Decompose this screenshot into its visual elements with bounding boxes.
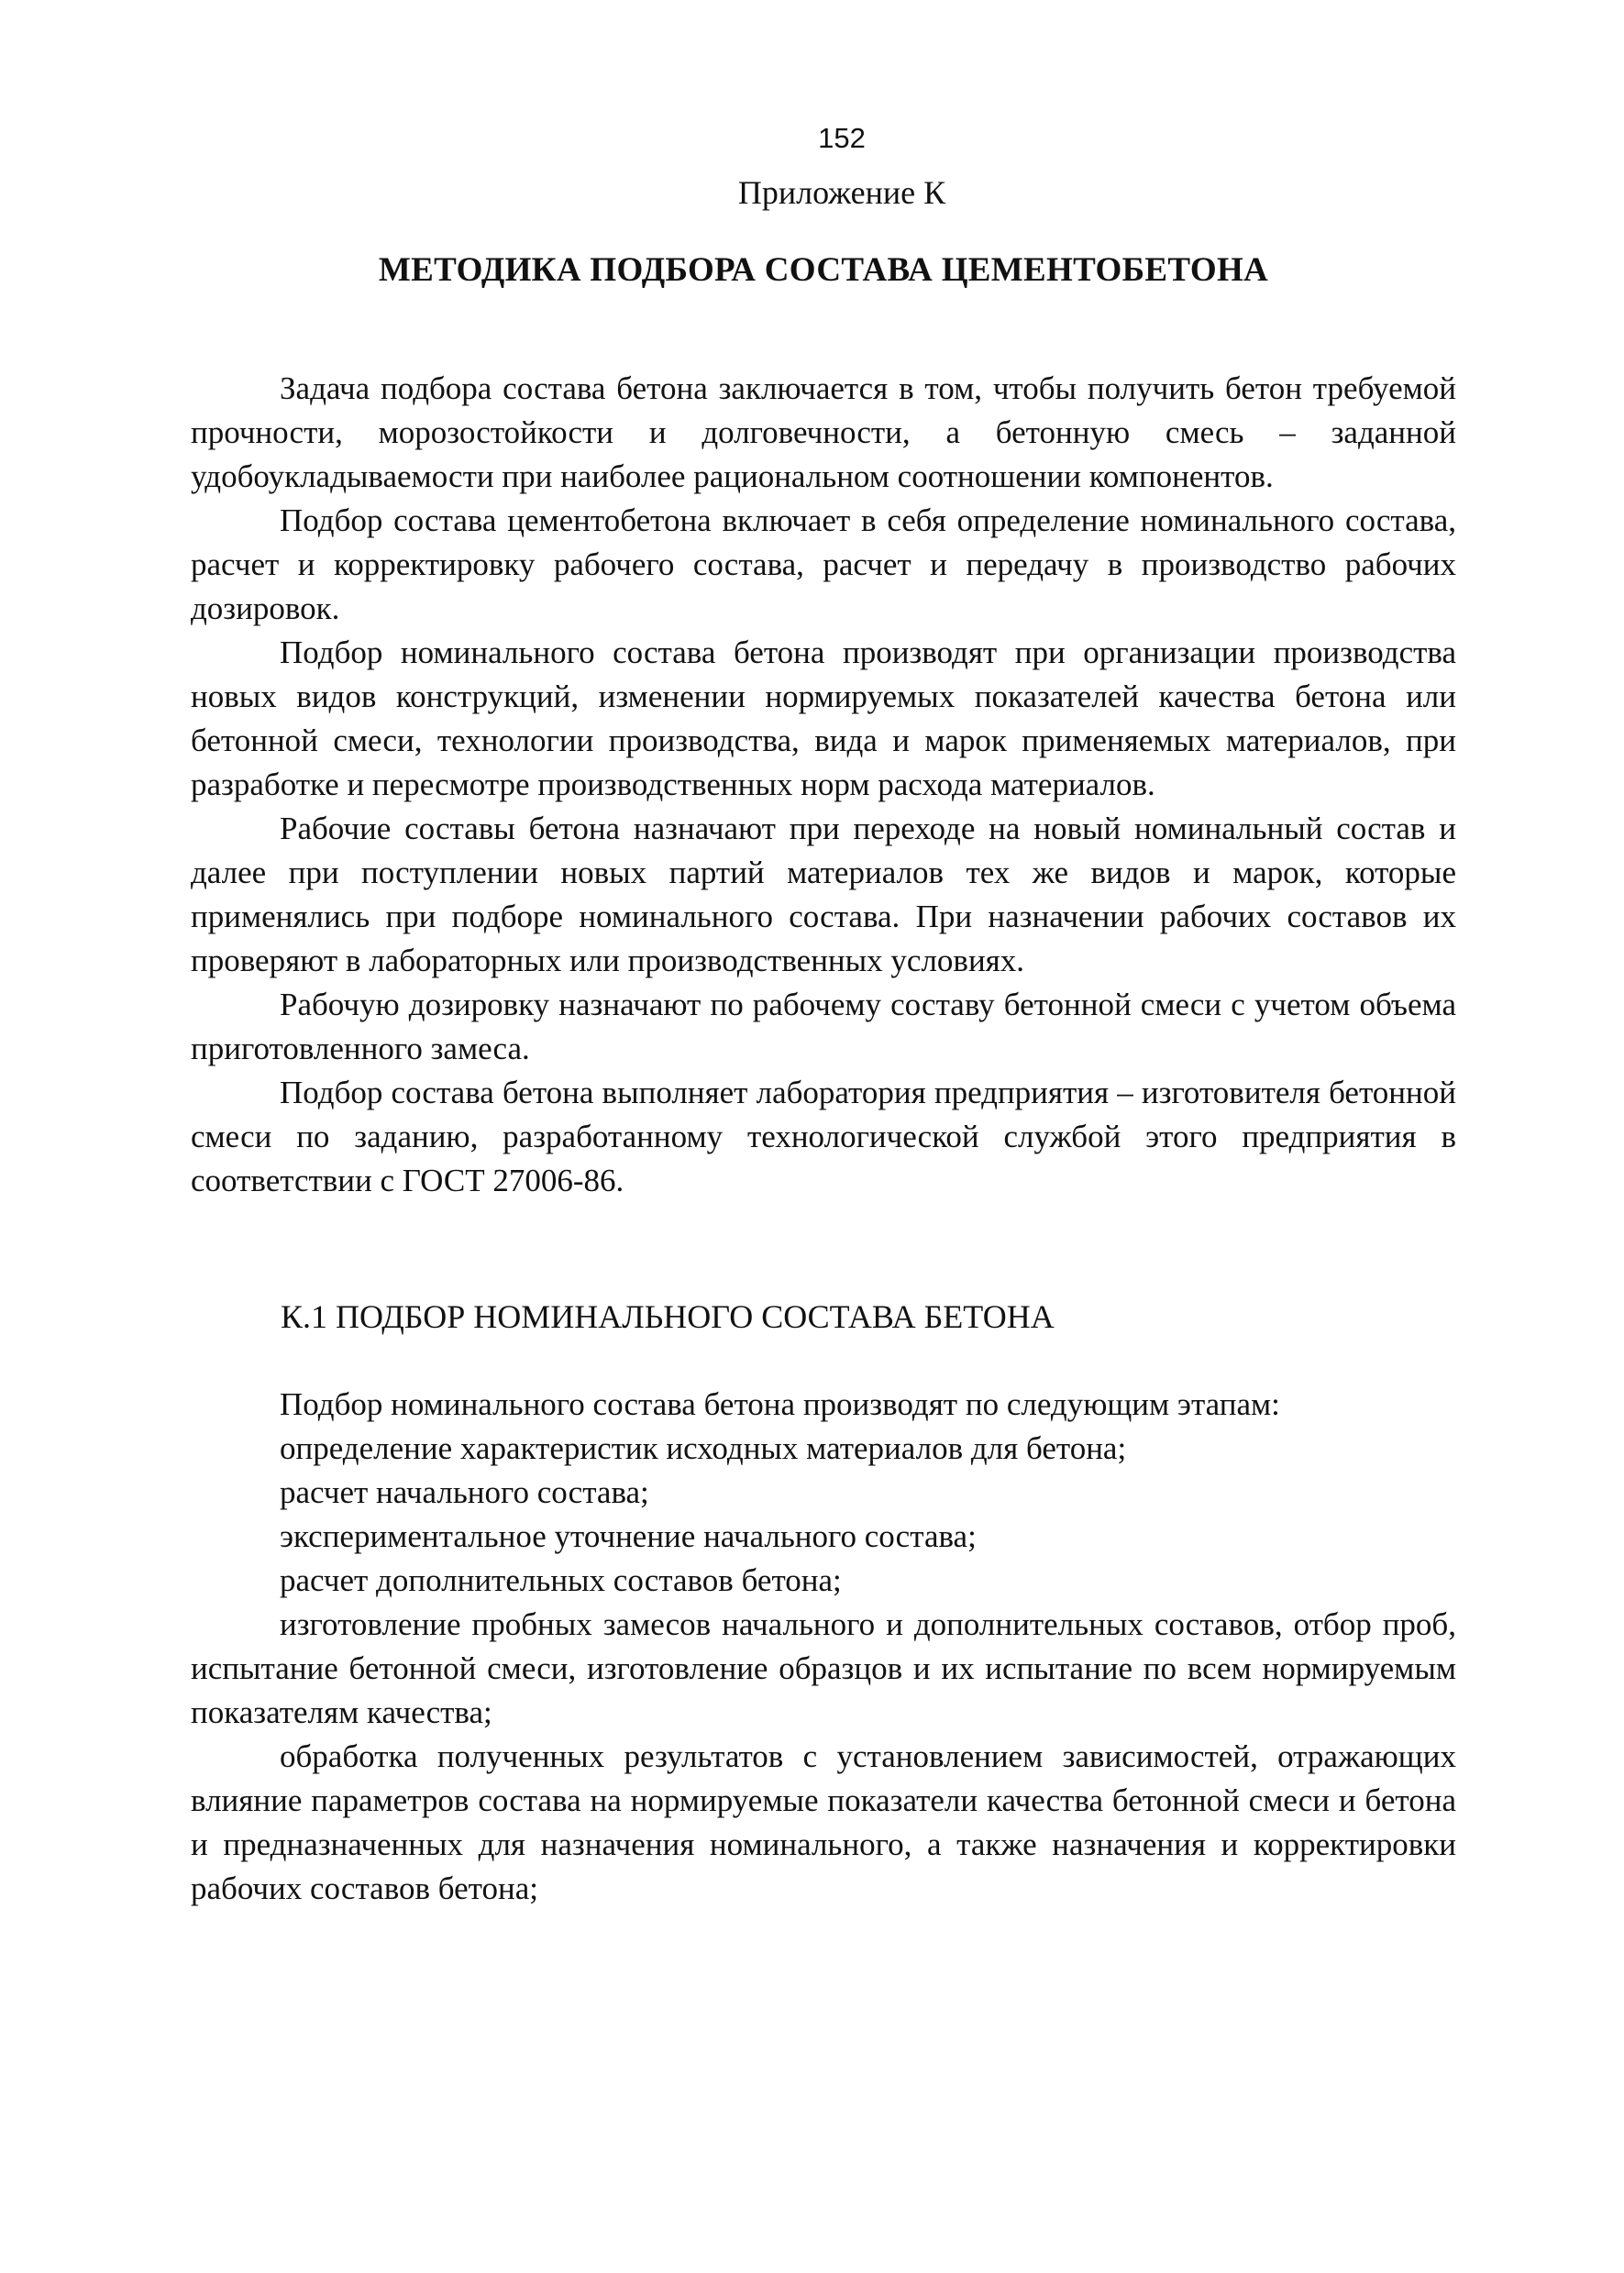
intro-paragraph: Подбор состава цементобетона включает в себя определение номинального состава, расчет и корректировку рабочего состава, расчет и передачу в производство рабочих дозировок. <box>191 502 1456 626</box>
stages-lead: Подбор номинального состава бетона производят по следующим этапам: <box>280 1386 1280 1422</box>
stage-item: расчет дополнительных составов бетона; <box>280 1562 842 1598</box>
stage-item: экспериментальное уточнение начального состава; <box>280 1518 977 1554</box>
intro-paragraph: Подбор номинального состава бетона производят при организации производства новых видов конструкций, изменении нормируемых показателей качества бетона или бетонной смеси, технологии производства, вида и марок применяемых материалов, при разработке и пересмотре производственных норм расхода материалов. <box>191 634 1456 802</box>
intro-paragraph: Подбор состава бетона выполняет лаборатория предприятия – изготовителя бетонной смеси по заданию, разработанному технологической службой этого предприятия в соответствии с ГОСТ 27006-86. <box>191 1075 1456 1198</box>
intro-paragraph: Задача подбора состава бетона заключается в том, чтобы получить бетон требуемой прочности, морозостойкости и долговечности, а бетонную смесь – заданной удобоукладываемости при наиболее рациональном соотношении компонентов. <box>191 370 1456 494</box>
stages-list <box>191 1383 1456 1911</box>
intro-paragraph: Рабочую дозировку назначают по рабочему составу бетонной смеси с учетом объема приготовленного замеса. <box>191 987 1456 1066</box>
stage-item: определение характеристик исходных материалов для бетона; <box>280 1430 1127 1466</box>
stage-item: обработка полученных результатов с установлением зависимостей, отражающих влияние параметров состава на нормируемые показатели качества бетонной смеси и бетона и предназначенных для назначения номинального, а также назначения и корректировки рабочих составов бетона; <box>191 1738 1456 1906</box>
page-number: 152 <box>818 122 866 154</box>
page-title: МЕТОДИКА ПОДБОРА СОСТАВА ЦЕМЕНТОБЕТОНА <box>378 251 1269 289</box>
intro-section <box>191 367 1456 1203</box>
stage-item: расчет начального состава; <box>280 1474 649 1510</box>
section-heading-k1: К.1 ПОДБОР НОМИНАЛЬНОГО СОСТАВА БЕТОНА <box>281 1298 1055 1335</box>
document-page <box>191 119 1456 1911</box>
appendix-label: Приложение К <box>737 174 946 211</box>
stage-item: изготовление пробных замесов начального и дополнительных составов, отбор проб, испытание бетонной смеси, изготовление образцов и их испытание по всем нормируемым показателям качества; <box>191 1606 1456 1730</box>
intro-paragraph: Рабочие составы бетона назначают при переходе на новый номинальный состав и далее при поступлении новых партий материалов тех же видов и марок, которые применялись при подборе номинального состава. При назначении рабочих составов их проверяют в лабораторных или производственных условиях. <box>191 811 1456 978</box>
